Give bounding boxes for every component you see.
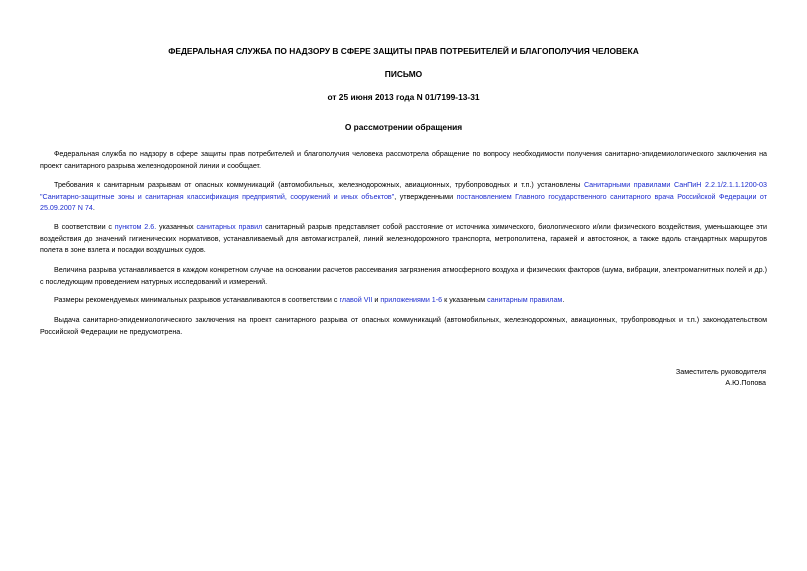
sanitary-rules-link[interactable]: санитарных правил bbox=[196, 223, 263, 231]
paragraph-4 bbox=[40, 265, 767, 288]
paragraph-6-text: Выдача санитарно-эпидемиологического заключения на проект санитарного разрыва от опасных коммуникаций (автомобильных, железнодорожных, авиационных, трубопроводных и т.п.) законодательством Российской Федерации не предусмотрена. bbox=[40, 316, 767, 336]
paragraph-2 bbox=[40, 180, 767, 215]
paragraph-5-text-c: к указанным bbox=[442, 296, 488, 304]
paragraph-3-text-c: санитарный разрыв представляет собой расстояние от источника химического, биологического и/или физического воздействия, уменьшающее эти воздействия до значений гигиенических нормативов, устанавливаемый для автомагистралей, линий железнодорожного транспорта, метрополитена, гаражей и автостоянок, а также вдоль стандартных маршрутов полета в зоне взлета и посадки воздушных судов. bbox=[40, 223, 767, 254]
document-subject: О рассмотрении обращения bbox=[344, 122, 463, 132]
paragraph-6 bbox=[40, 315, 767, 338]
paragraph-2-text-a: Требования к санитарным разрывам от опасных коммуникаций (автомобильных, железнодорожных, авиационных, трубопроводных и т.п.) установлены bbox=[54, 181, 584, 189]
paragraph-3-text-b: указанных bbox=[156, 223, 197, 231]
sanitary-rules-link-2[interactable]: санитарным правилам bbox=[487, 296, 563, 304]
appendices-link[interactable]: приложениями 1-6 bbox=[380, 296, 443, 304]
document-type: ПИСЬМО bbox=[384, 69, 423, 79]
paragraph-3 bbox=[40, 222, 767, 257]
sanpin-link[interactable]: Санитарными правилами СанПиН 2.2.1/2.1.1.1200-03 "Санитарно-защитные зоны и санитарная классификация предприятий, сооружений и иных объектов" bbox=[40, 181, 767, 201]
chapter-vii-link[interactable]: главой VII bbox=[339, 296, 373, 304]
paragraph-4-text: Величина разрыва устанавливается в каждом конкретном случае на основании расчетов рассеивания загрязнения атмосферного воздуха и физических факторов (шума, вибрации, электромагнитных полей и др.) с последующим проведением натурных исследований и измерений. bbox=[40, 266, 767, 286]
paragraph-2-text-b: , утвержденными bbox=[394, 192, 457, 201]
agency-title: ФЕДЕРАЛЬНАЯ СЛУЖБА ПО НАДЗОРУ В СФЕРЕ ЗАЩИТЫ ПРАВ ПОТРЕБИТЕЛЕЙ И БЛАГОПОЛУЧИЯ ЧЕЛОВЕКА bbox=[168, 46, 639, 56]
clause-2-6-link[interactable]: пунктом 2.6. bbox=[114, 223, 157, 231]
paragraph-1-text: Федеральная служба по надзору в сфере защиты прав потребителей и благополучия человека рассмотрела обращение по вопросу необходимости получения санитарно-эпидемиологического заключения на проект санитарного разрыва железнодорожной линии и сообщает. bbox=[40, 150, 767, 170]
signature-name: А.Ю.Попова bbox=[725, 379, 766, 387]
signature-block bbox=[466, 367, 766, 389]
paragraph-1 bbox=[40, 149, 767, 172]
paragraph-5-text-b: и bbox=[372, 296, 381, 304]
resolution-link[interactable]: постановлением Главного государственного санитарного врача Российской Федерации от 25.09.2007 N 74 bbox=[40, 192, 768, 212]
paragraph-5-text-a: Размеры рекомендуемых минимальных разрывов устанавливаются в соответствии с bbox=[54, 296, 340, 304]
paragraph-5-text-d: . bbox=[562, 296, 565, 304]
paragraph-2-text-c: . bbox=[92, 204, 95, 212]
paragraph-3-text-a: В соответствии с bbox=[54, 223, 115, 231]
document-date-number: от 25 июня 2013 года N 01/7199-13-31 bbox=[327, 92, 480, 102]
paragraph-5 bbox=[40, 295, 767, 307]
signature-title: Заместитель руководителя bbox=[675, 368, 766, 376]
